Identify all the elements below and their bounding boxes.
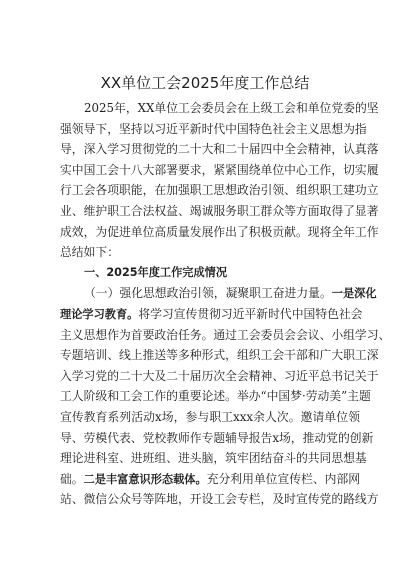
body-text: 充分利用单位宣传栏、内部网 — [206, 471, 361, 486]
body-text: 础。 — [60, 471, 84, 486]
intro-line: 行工会各项职能，在加强职工思想政治引领、组织职工建功立 — [60, 183, 379, 198]
body-line: 工人阶级和工会工作的重要论述。举办“中国梦·劳动美”主题 — [60, 389, 371, 404]
intro-line: 成效，为促进单位高质量发展作出了积极贡献。现将全年工作 — [60, 224, 379, 239]
document-title: XX单位工会2025年度工作总结 — [100, 74, 310, 92]
body-line: 宣传教育系列活动x场，参与职工xxx余人次。邀请单位领 — [60, 409, 360, 424]
intro-line: 强领导下，坚持以习近平新时代中国特色社会主义思想为指 — [60, 121, 367, 136]
intro-line: 总结如下： — [60, 245, 119, 260]
body-line: 站、微信公众号等阵地，开设工会专栏，及时宣传党的路线方 — [60, 492, 379, 507]
body-line: 入学习党的二十大及二十届历次全会精神、习近平总书记关于 — [60, 368, 379, 383]
body-line: 导、劳模代表、党校教师作专题辅导报告x场，推动党的创新 — [60, 430, 374, 445]
document-body — [60, 98, 391, 510]
subsection-line — [60, 469, 360, 490]
emphasis-text: 二是丰富意识形态载体。 — [83, 472, 207, 486]
intro-line: 2025年，XX单位工会委员会在上级工会和单位党委的坚 — [84, 101, 379, 115]
subsection-line — [60, 283, 377, 304]
intro-line: 实中国工会十八大部署要求，紧紧围绕单位中心工作，切实履 — [60, 162, 379, 177]
body-text: 将学习宣传贯彻习近平新时代中国特色社会 — [138, 306, 363, 321]
emphasis-text: 一是深化 — [331, 287, 377, 301]
section-heading: 一、2025年度工作完成情况 — [84, 265, 228, 279]
emphasis-text: 理论学习教育。 — [60, 307, 139, 321]
subsection-line — [60, 304, 363, 325]
intro-line: 导，深入学习贯彻党的二十大和二十届四中全会精神，认真落 — [60, 142, 379, 157]
subsection-heading: （一）强化思想政治引领，凝聚职工奋进力量。 — [84, 286, 332, 301]
body-line: 理论进科室、进班组、进头脑，筑牢团结奋斗的共同思想基 — [60, 451, 367, 466]
intro-line: 业、维护职工合法权益、竭诚服务职工群众等方面取得了显著 — [60, 203, 379, 218]
body-line: 专题培训、线上推送等多种形式，组织工会干部和广大职工深 — [60, 348, 379, 363]
body-line: 主义思想作为首要政治任务。通过工会委员会会议、小组学习、 — [60, 327, 391, 342]
